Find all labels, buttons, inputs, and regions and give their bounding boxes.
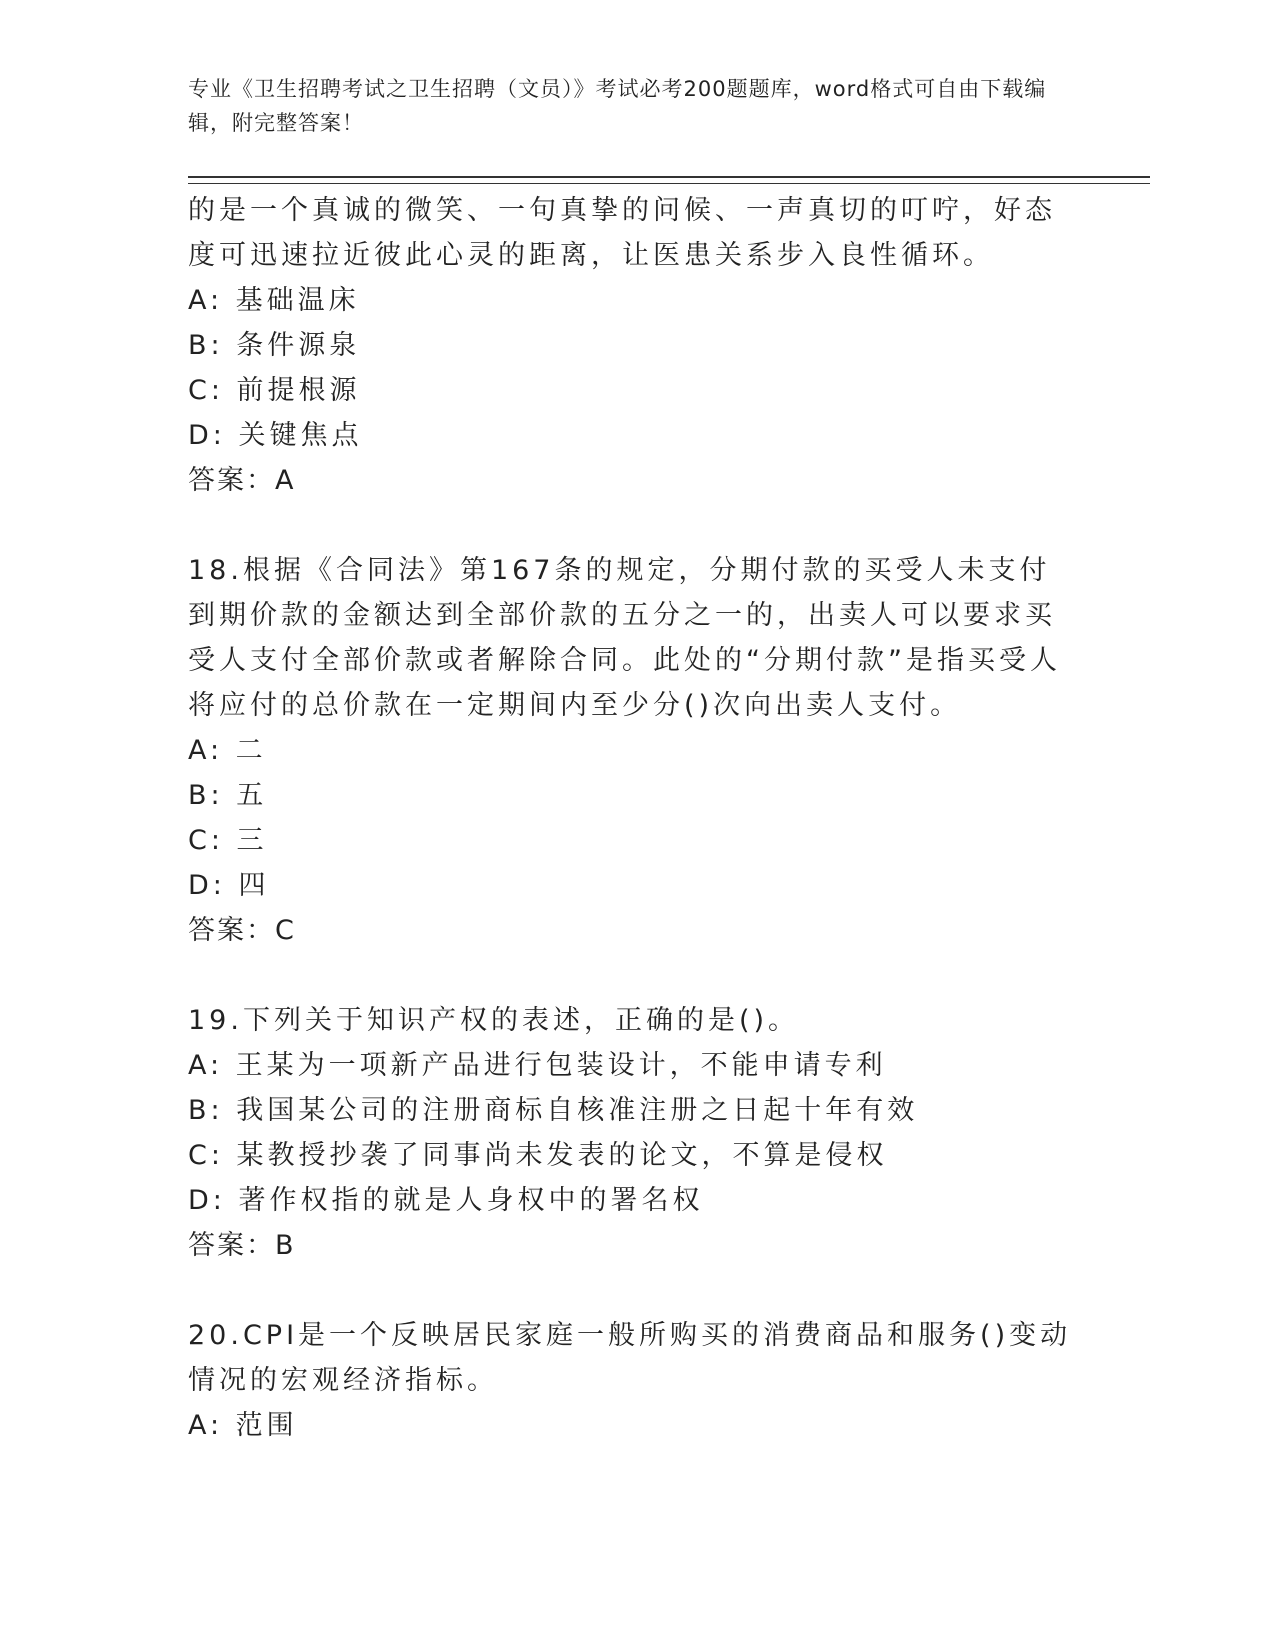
option-d: D: 关键焦点 <box>188 420 363 451</box>
option-d: D: 著作权指的就是人身权中的署名权 <box>188 1185 704 1216</box>
option-a: A: 范围 <box>188 1410 298 1441</box>
question-19 <box>188 998 1078 1268</box>
question-stem: 19.下列关于知识产权的表述，正确的是()。 <box>188 1005 800 1036</box>
question-stem: 20.CPI是一个反映居民家庭一般所购买的消费商品和服务()变动情况的宏观经济指标。 <box>188 1320 1072 1396</box>
option-c: C: 某教授抄袭了同事尚未发表的论文，不算是侵权 <box>188 1140 888 1171</box>
option-a: A: 基础温床 <box>188 285 360 316</box>
answer: 答案：B <box>188 1230 296 1261</box>
question-17 <box>188 188 1078 503</box>
option-b: B: 我国某公司的注册商标自核准注册之日起十年有效 <box>188 1095 919 1126</box>
option-b: B: 五 <box>188 780 268 811</box>
document-body <box>188 188 1078 1448</box>
header-rule-thick <box>188 176 1150 178</box>
option-b: B: 条件源泉 <box>188 330 361 361</box>
answer: 答案：A <box>188 465 296 496</box>
question-18 <box>188 548 1078 953</box>
option-a: A: 王某为一项新产品进行包装设计，不能申请专利 <box>188 1050 887 1081</box>
question-stem: 18.根据《合同法》第167条的规定，分期付款的买受人未支付到期价款的金额达到全部价款的五分之一的，出卖人可以要求买受人支付全部价款或者解除合同。此处的“分期付款”是指买受人将应付的总价款在一定期间内至少分()次向出卖人支付。 <box>188 555 1061 721</box>
header-rule-thin <box>188 183 1150 184</box>
option-d: D: 四 <box>188 870 270 901</box>
question-20 <box>188 1313 1078 1448</box>
document-header: 专业《卫生招聘考试之卫生招聘（文员）》考试必考200题题库，word格式可自由下载编辑，附完整答案！ <box>188 77 1047 135</box>
option-c: C: 三 <box>188 825 268 856</box>
option-c: C: 前提根源 <box>188 375 361 406</box>
question-stem-continued: 的是一个真诚的微笑、一句真挚的问候、一声真切的叮咛，好态度可迅速拉近彼此心灵的距离，让医患关系步入良性循环。 <box>188 195 1056 271</box>
answer: 答案：C <box>188 915 296 946</box>
option-a: A: 二 <box>188 735 267 766</box>
